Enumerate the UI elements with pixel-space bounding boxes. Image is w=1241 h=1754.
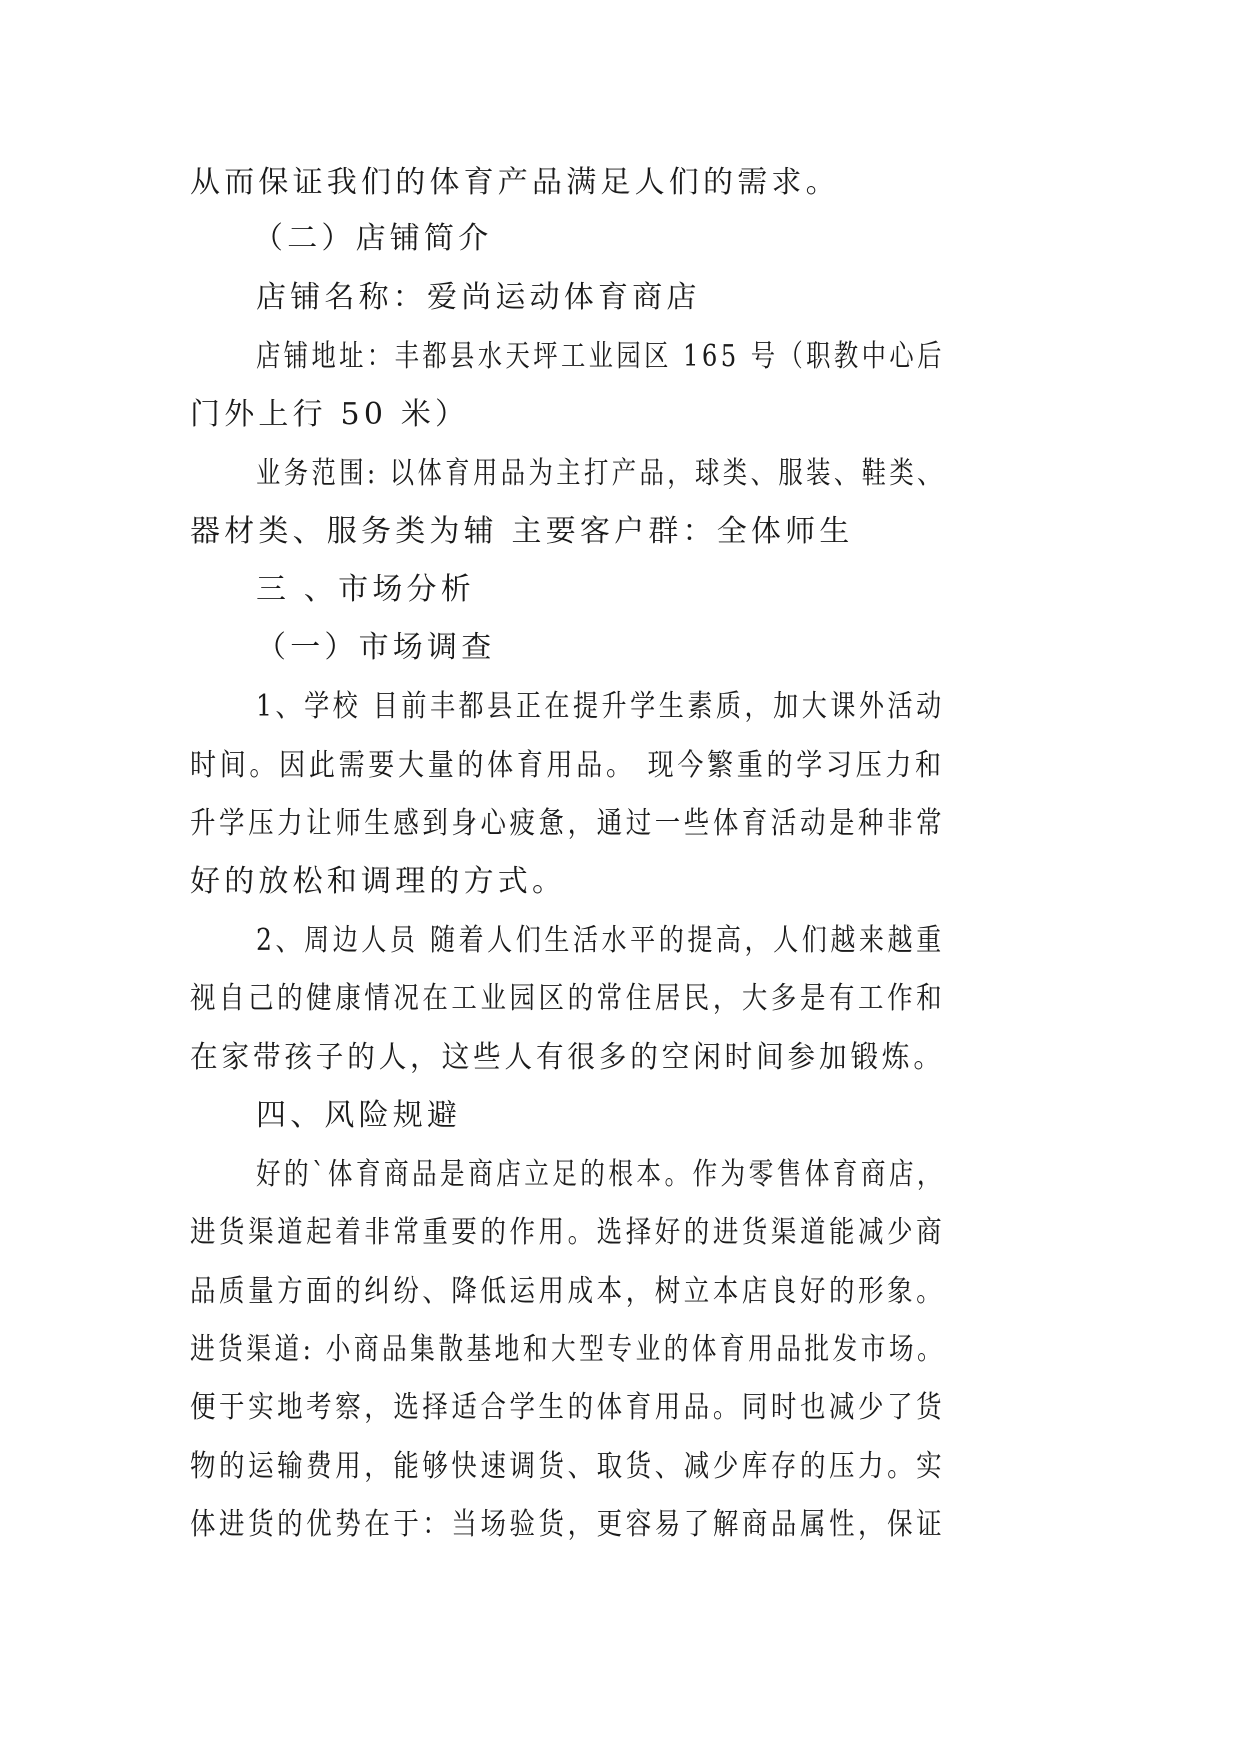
text-line: 器材类、服务类为辅 主要客户群：全体师生	[190, 514, 854, 549]
text-line: 1、学校 目前丰都县正在提升学生素质，加大课外活动	[256, 689, 945, 724]
text-line: 在家带孩子的人，这些人有很多的空闲时间参加锻炼。	[190, 1040, 945, 1075]
section-heading-market-survey: （一）市场调查	[256, 630, 496, 665]
text-line: 便于实地考察，选择适合学生的体育用品。同时也减少了货	[190, 1390, 946, 1425]
section-heading-market-analysis: 三 、市场分析	[256, 572, 475, 607]
text-line: 好的放松和调理的方式。	[190, 864, 567, 899]
text-line: 2、周边人员 随着人们生活水平的提高，人们越来越重	[256, 923, 945, 958]
text-line: 体进货的优势在于：当场验货，更容易了解商品属性，保证	[190, 1507, 946, 1542]
text-line: 从而保证我们的体育产品满足人们的需求。	[190, 165, 840, 200]
text-line: 进货渠道: 小商品集散基地和大型专业的体育用品批发市场。	[190, 1332, 946, 1367]
text-line: 店铺地址：丰都县水天坪工业园区 165 号（职教中心后	[256, 339, 945, 374]
text-line: 门外上行 50 米）	[190, 397, 470, 432]
text-line: 时间。因此需要大量的体育用品。 现今繁重的学习压力和	[190, 748, 945, 783]
text-line: 好的`体育商品是商店立足的根本。作为零售体育商店，	[256, 1157, 945, 1192]
text-line: 品质量方面的纠纷、降低运用成本，树立本店良好的形象。	[190, 1274, 946, 1309]
section-heading-risk-avoidance: 四、风险规避	[256, 1098, 462, 1133]
text-line: 视自己的健康情况在工业园区的常住居民，大多是有工作和	[190, 981, 946, 1016]
text-line: 升学压力让师生感到身心疲惫，通过一些体育活动是种非常	[190, 806, 946, 841]
text-line: 进货渠道起着非常重要的作用。选择好的进货渠道能减少商	[190, 1215, 946, 1250]
text-line: 业务范围: 以体育用品为主打产品，球类、服装、鞋类、	[256, 456, 945, 491]
section-heading-store-intro: （二）店铺简介	[253, 221, 493, 256]
text-line: 物的运输费用，能够快速调货、取货、减少库存的压力。实	[190, 1449, 946, 1484]
text-line: 店铺名称：爱尚运动体育商店	[256, 280, 701, 315]
